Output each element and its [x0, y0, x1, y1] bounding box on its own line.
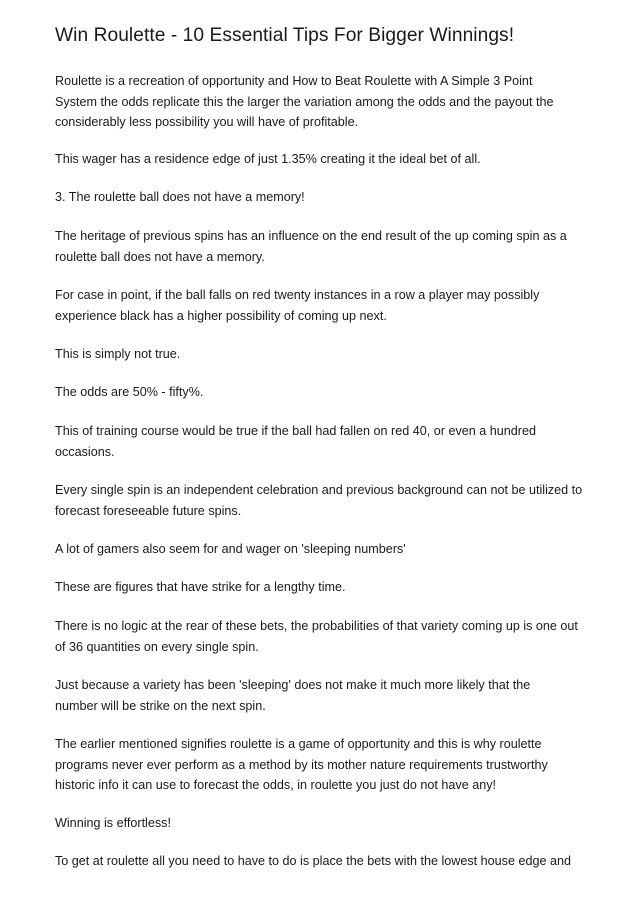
paragraph: 3. The roulette ball does not have a memory!: [55, 190, 305, 204]
paragraph: The heritage of previous spins has an influence on the end result of the up coming spin as a roulette ball does not have a memory.: [55, 229, 567, 264]
paragraph: Roulette is a recreation of opportunity and How to Beat Roulette with A Simple 3 Point System the odds replicate this the larger the variation among the odds and the payout the considerably less possibility you will have of profitable.: [55, 74, 554, 129]
paragraph: These are figures that have strike for a lengthy time.: [55, 580, 346, 594]
paragraph: This wager has a residence edge of just 1.35% creating it the ideal bet of all.: [55, 152, 481, 166]
paragraph: This of training course would be true if the ball had fallen on red 40, or even a hundred occasions.: [55, 424, 536, 459]
paragraph: Winning is effortless!: [55, 816, 171, 830]
paragraph: For case in point, if the ball falls on red twenty instances in a row a player may possibly experience black has a higher possibility of coming up next.: [55, 288, 540, 323]
paragraph: Just because a variety has been 'sleeping' does not make it much more likely that the number will be strike on the next spin.: [55, 678, 531, 713]
paragraph: There is no logic at the rear of these bets, the probabilities of that variety coming up is one out of 36 quantities on every single spin.: [55, 619, 578, 654]
paragraph: Every single spin is an independent celebration and previous background can not be utilized to forecast foreseeable future spins.: [55, 483, 583, 518]
paragraph: The odds are 50% - fifty%.: [55, 385, 204, 399]
paragraph: The earlier mentioned signifies roulette is a game of opportunity and this is why roulette programs never ever perform as a method by its mother nature requirements trustworthy historic info it can use to forecast the odds, in roulette you just do not have any!: [55, 737, 548, 792]
paragraph: To get at roulette all you need to have to do is place the bets with the lowest house edge and: [55, 854, 571, 868]
paragraph: A lot of gamers also seem for and wager on 'sleeping numbers': [55, 542, 406, 556]
document-title: Win Roulette - 10 Essential Tips For Bigger Winnings!: [55, 25, 515, 46]
paragraph: This is simply not true.: [55, 347, 181, 361]
